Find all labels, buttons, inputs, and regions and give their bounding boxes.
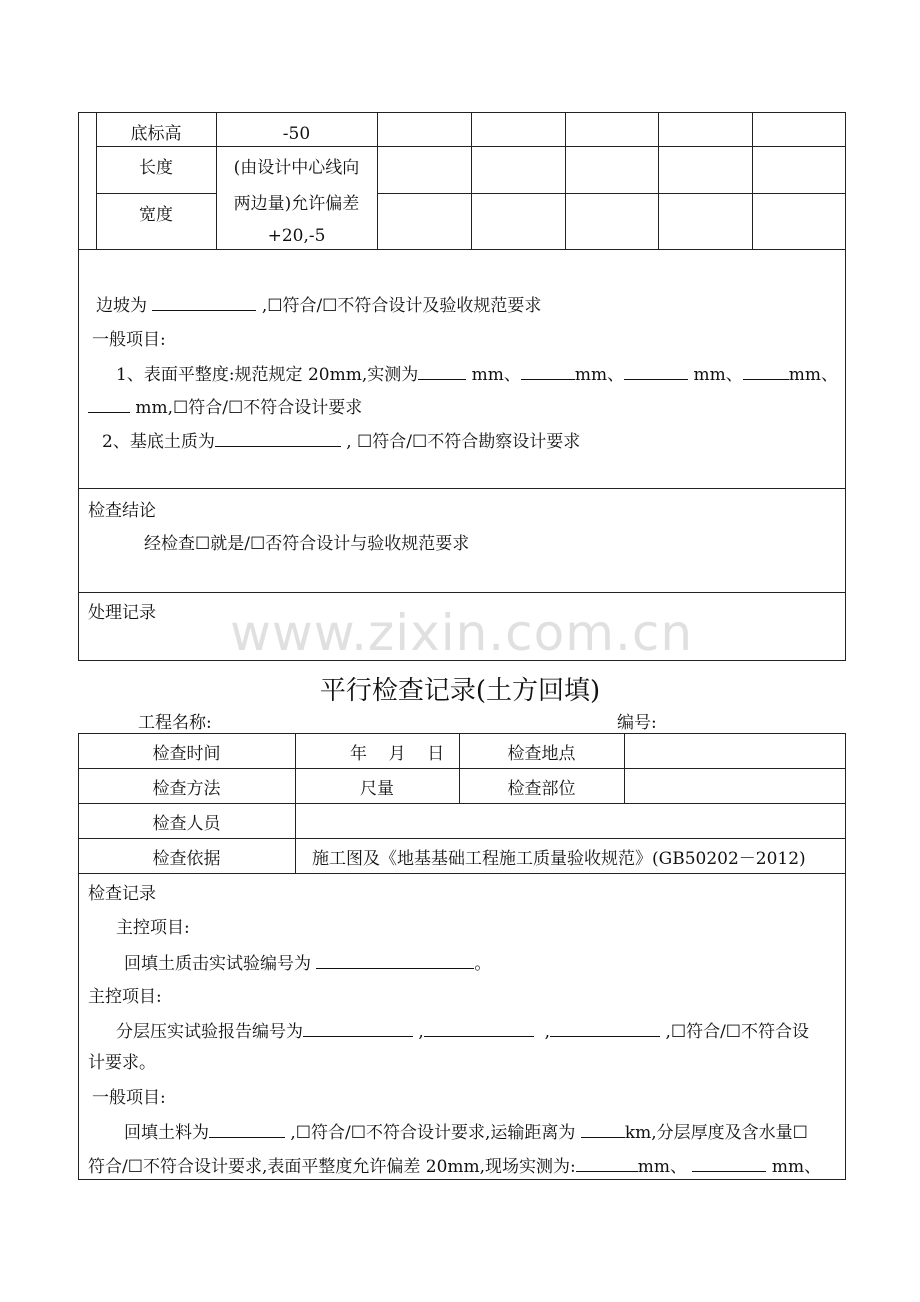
unit-mm-3: mm、 (693, 365, 743, 385)
measured-blank-2[interactable] (692, 1156, 766, 1172)
f2-h3 (78, 838, 846, 839)
f2-h2 (78, 803, 846, 804)
number-label: 编号: (617, 713, 657, 733)
soil-prefix: 2、基底土质为 (102, 432, 215, 452)
check-basis-value: 施工图及《地基基础工程施工质量验收规范》(GB50202－2012) (312, 849, 806, 869)
grid-h2b (377, 193, 846, 194)
slope-suffix: ,☐符合/☐不符合设计及验收规范要求 (261, 296, 542, 316)
unit-mm-4: mm、 (788, 365, 839, 385)
backfill-test-prefix: 回填土质击实试验编号为 (124, 954, 311, 974)
f2-left (78, 733, 79, 1180)
fill-wrap-prefix: 符合/☐不符合设计要求,表面平整度允许偏差 20mm,现场实测为: (88, 1157, 576, 1177)
form-title: 平行检查记录(土方回填) (319, 676, 601, 706)
flatness-blank-1[interactable] (418, 364, 466, 380)
flatness-line (116, 364, 838, 385)
soil-blank[interactable] (215, 431, 341, 447)
grid-v6 (658, 112, 659, 249)
measured-unit-2: mm、 (771, 1157, 822, 1177)
measured-blank-1[interactable] (576, 1156, 638, 1172)
f2-top (78, 733, 846, 734)
frame-top-line (78, 112, 846, 113)
grid-v5 (565, 112, 566, 249)
fill-mid: ,☐符合/☐不符合设计要求,运输距离为 (290, 1123, 576, 1143)
check-part-label: 检查部位 (507, 779, 576, 799)
unit-mm-last: mm,☐符合/☐不符合设计要求 (135, 398, 363, 418)
check-time-label: 检查时间 (152, 744, 221, 764)
layer-test-line: 分层压实试验报告编号为 , , ,☐符合/☐不符合设 (116, 1022, 810, 1042)
flatness-blank-4[interactable] (743, 364, 789, 380)
grid-h2a (96, 193, 217, 194)
check-basis-label: 检查依据 (152, 849, 221, 869)
record-title: 检查记录 (88, 884, 156, 904)
backfill-test-line (124, 953, 491, 974)
slope-line (96, 295, 541, 316)
check-method-value[interactable]: 尺量 (360, 779, 394, 799)
backfill-test-suffix: 。 (474, 954, 492, 974)
handling-title: 处理记录 (88, 603, 156, 623)
row-item-length: 长度 (139, 158, 173, 178)
f2-h1 (78, 768, 846, 769)
conclusion-text: 经检查☐就是/☐否符合设计与验收规范要求 (144, 534, 470, 554)
row-item-bottom-elevation: 底标高 (130, 124, 182, 144)
fill-material-blank[interactable] (209, 1122, 285, 1138)
layer-test-blank-3[interactable] (550, 1021, 660, 1037)
backfill-test-blank[interactable] (316, 953, 474, 969)
unit-mm-1: mm、 (471, 365, 521, 385)
distance-blank[interactable] (581, 1122, 625, 1138)
fill-prefix: 回填土料为 (124, 1123, 209, 1143)
fill-line (124, 1122, 808, 1143)
grid-v4 (471, 112, 472, 249)
f2-v3 (624, 733, 625, 803)
soil-suffix: , ☐符合/☐不符合勘察设计要求 (346, 432, 581, 452)
general-items-title: 一般项目: (92, 330, 166, 350)
f2-right (845, 733, 846, 1180)
f2-bottom (78, 1179, 846, 1180)
divider-handling (78, 592, 846, 593)
layer-test-wrap: 计要求。 (88, 1053, 156, 1073)
check-method-label: 检查方法 (152, 779, 221, 799)
slope-prefix: 边坡为 (96, 296, 147, 316)
flatness-line-wrap (88, 397, 362, 418)
layer-test-suffix: ,☐符合/☐不符合设 (665, 1022, 810, 1042)
general-items-title-2: 一般项目: (92, 1088, 166, 1108)
watermark: www.zixin.com.cn (230, 604, 694, 662)
merged-criterion-line-3: +20,-5 (267, 226, 326, 246)
main-items-title-1: 主控项目: (116, 918, 190, 938)
flatness-prefix: 1、表面平整度:规范规定 20mm,实测为 (116, 365, 419, 385)
frame-right-line (845, 112, 846, 661)
main-items-title-2: 主控项目: (88, 987, 162, 1007)
check-place-label: 检查地点 (507, 744, 576, 764)
flatness-blank-5[interactable] (88, 397, 130, 413)
f2-h4 (78, 873, 846, 874)
row-item-width: 宽度 (139, 205, 173, 225)
check-people-label: 检查人员 (152, 814, 221, 834)
merged-criterion-line-1: (由设计中心线向 (233, 158, 360, 178)
check-time-value[interactable]: 年 月 日 (350, 744, 445, 764)
divider-conclusion (78, 488, 846, 489)
frame-left-line (78, 112, 79, 661)
fill-wrap-line (88, 1156, 821, 1177)
project-name-label: 工程名称: (138, 713, 212, 733)
conclusion-title: 检查结论 (88, 501, 156, 521)
row-criterion-bottom-elevation: -50 (282, 124, 311, 144)
flatness-blank-2[interactable] (521, 364, 575, 380)
flatness-blank-3[interactable] (624, 364, 688, 380)
merged-criterion-line-2: 两边量)允许偏差 (233, 194, 360, 214)
unit-mm-2: mm、 (574, 365, 625, 385)
soil-line (102, 431, 580, 452)
grid-h1 (96, 146, 846, 147)
grid-h3-left (78, 249, 96, 250)
grid-h3 (96, 249, 846, 250)
layer-test-blank-1[interactable] (303, 1021, 413, 1037)
measured-unit-1: mm、 (637, 1157, 688, 1177)
fill-suffix: km,分层厚度及含水量☐ (624, 1123, 808, 1143)
layer-test-blank-2[interactable] (424, 1021, 534, 1037)
slope-blank[interactable] (152, 295, 256, 311)
grid-v3 (377, 112, 378, 249)
grid-v7 (752, 112, 753, 249)
f2-v1 (295, 733, 296, 873)
layer-test-prefix: 分层压实试验报告编号为 (116, 1022, 303, 1042)
